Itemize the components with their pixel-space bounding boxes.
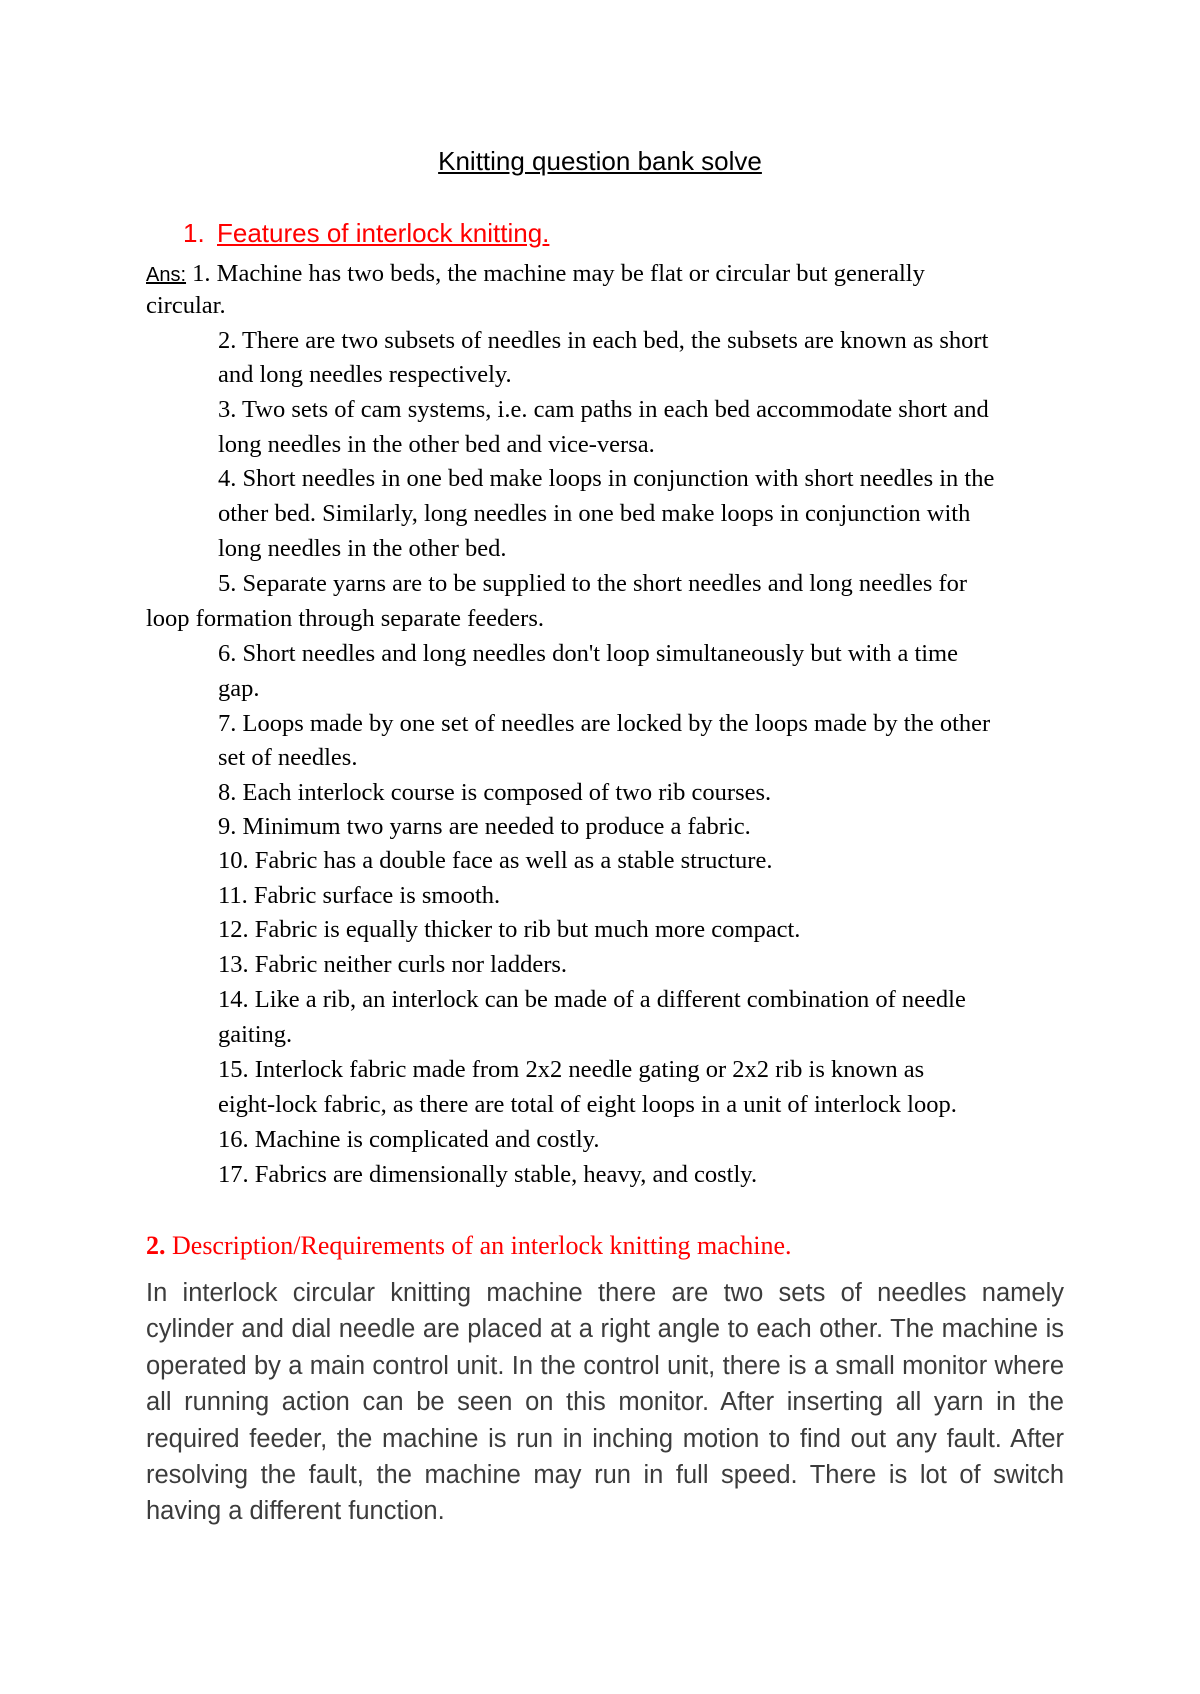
answer-line-12: 6. Short needles and long needles don't loop simultaneously but with a time: [218, 640, 958, 667]
answer-line-11: loop formation through separate feeders.: [146, 605, 544, 632]
answer-line-9: long needles in the other bed.: [218, 535, 507, 562]
answer-line-15: set of needles.: [218, 744, 358, 771]
section-1-heading: [183, 218, 549, 249]
answer-line-13: gap.: [218, 675, 260, 702]
answer-line-23: gaiting.: [218, 1021, 293, 1048]
answer-line-19: 11. Fabric surface is smooth.: [218, 882, 501, 909]
answer-line-3: 2. There are two subsets of needles in each bed, the subsets are known as short: [218, 327, 989, 354]
answer-line-7: 4. Short needles in one bed make loops in conjunction with short needles in the: [218, 465, 995, 492]
answer-line-1-text: 1. Machine has two beds, the machine may be flat or circular but generally: [186, 260, 925, 287]
section-2-number: 2.: [146, 1231, 166, 1260]
answer-line-24: 15. Interlock fabric made from 2x2 needle gating or 2x2 rib is known as: [218, 1056, 925, 1083]
answer-line-20: 12. Fabric is equally thicker to rib but much more compact.: [218, 916, 801, 943]
answer-line-22: 14. Like a rib, an interlock can be made of a different combination of needle: [218, 986, 966, 1013]
answer-line-1: [146, 258, 925, 291]
answer-line-25: eight-lock fabric, as there are total of eight loops in a unit of interlock loop.: [218, 1091, 957, 1118]
answer-line-5: 3. Two sets of cam systems, i.e. cam paths in each bed accommodate short and: [218, 396, 989, 423]
page-title: Knitting question bank solve: [438, 146, 762, 176]
answer-line-6: long needles in the other bed and vice-versa.: [218, 431, 655, 458]
section-1-number: 1.: [183, 218, 205, 248]
answer-line-10: 5. Separate yarns are to be supplied to the short needles and long needles for: [218, 570, 968, 597]
answer-line-21: 13. Fabric neither curls nor ladders.: [218, 951, 568, 978]
section-1-title: Features of interlock knitting.: [217, 218, 550, 248]
answer-line-2: circular.: [146, 292, 226, 319]
answer-label: Ans:: [146, 264, 187, 286]
answer-line-4: and long needles respectively.: [218, 361, 512, 388]
answer-line-26: 16. Machine is complicated and costly.: [218, 1126, 600, 1153]
answer-line-16: 8. Each interlock course is composed of two rib courses.: [218, 779, 772, 806]
answer-line-8: other bed. Similarly, long needles in one bed make loops in conjunction with: [218, 500, 971, 527]
section-2-heading: [146, 1231, 792, 1261]
answer-line-18: 10. Fabric has a double face as well as a stable structure.: [218, 847, 773, 874]
answer-line-17: 9. Minimum two yarns are needed to produce a fabric.: [218, 813, 751, 840]
answer-line-27: 17. Fabrics are dimensionally stable, heavy, and costly.: [218, 1161, 758, 1188]
answer-line-14: 7. Loops made by one set of needles are locked by the loops made by the other: [218, 710, 991, 737]
section-2-title: Description/Requirements of an interlock knitting machine.: [165, 1231, 792, 1260]
section-2-paragraph: In interlock circular knitting machine there are two sets of needles namely cylinder and dial needle are placed at a right angle to each other. The machine is operated by a main control unit. In the control unit, there is a small monitor where all running action can be seen on this monitor. After inserting all yarn in the required feeder, the machine is run in inching motion to find out any fault. After resolving the fault, the machine may run in full speed. There is lot of switch having a different function.: [146, 1279, 1064, 1526]
